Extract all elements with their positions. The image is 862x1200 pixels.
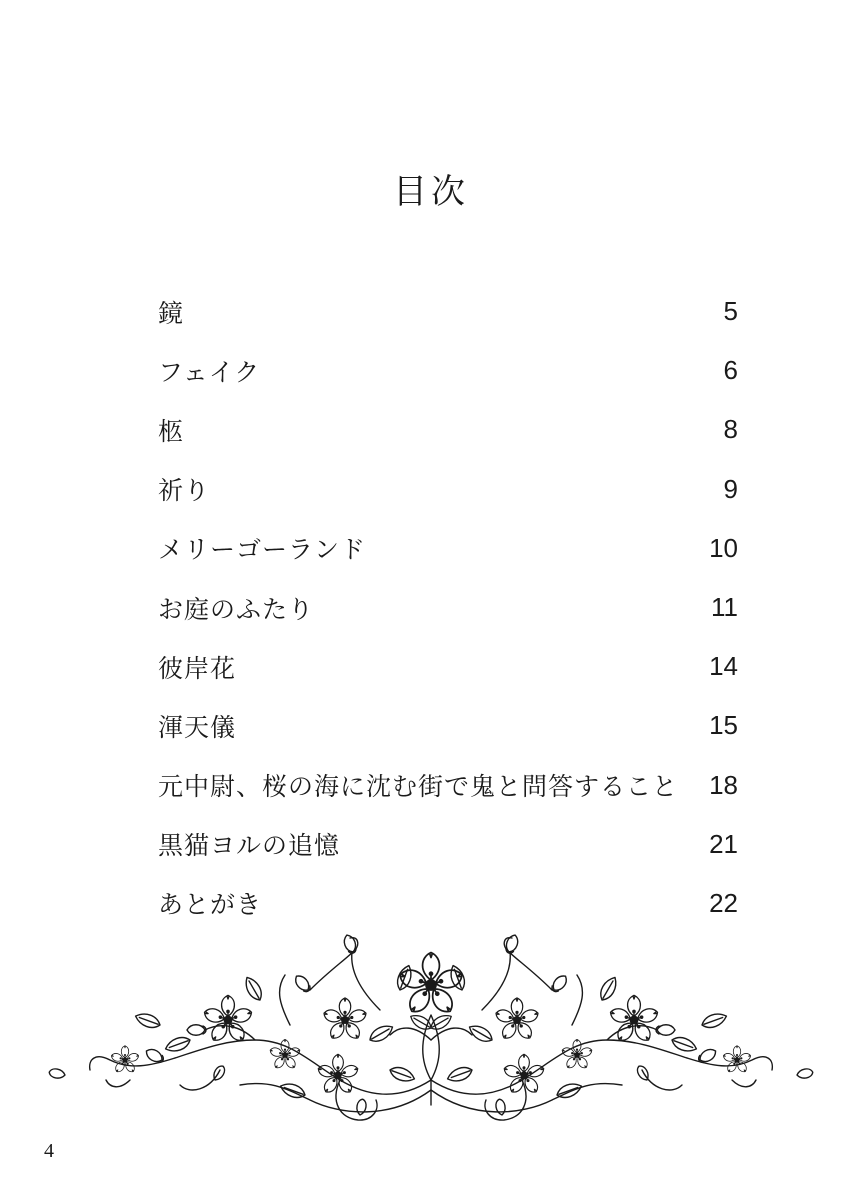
toc-entry-title: 元中尉、桜の海に沈む街で鬼と問答すること (158, 772, 679, 802)
page-number: 4 (44, 1140, 54, 1162)
toc-entry[interactable] (158, 400, 738, 459)
toc-entry-page: 15 (709, 710, 738, 741)
toc-entry-page: 11 (711, 592, 738, 623)
toc-entry-page: 10 (709, 532, 738, 563)
toc-entry-title: 渾天儀 (158, 712, 237, 742)
toc-entry-title: お庭のふたり (158, 594, 315, 624)
toc-entry-page: 14 (709, 651, 738, 682)
toc-entry[interactable] (158, 696, 738, 755)
toc-entry[interactable] (158, 637, 738, 696)
toc-entry-title: メリーゴーランド (158, 535, 367, 565)
toc-entry-title: 彼岸花 (158, 653, 237, 683)
toc-entry[interactable] (158, 519, 738, 578)
page-title: 目次 (393, 172, 469, 212)
toc-entry[interactable] (158, 815, 738, 874)
cherry-blossom-ornament-icon (40, 930, 822, 1130)
toc-entry-title: 柩 (158, 416, 185, 446)
toc-entry-page: 21 (709, 828, 738, 859)
toc-entry[interactable] (158, 578, 738, 637)
toc-entry-page: 8 (723, 414, 738, 445)
table-of-contents (158, 282, 738, 933)
toc-entry-page: 6 (723, 355, 738, 386)
toc-entry-title: 祈り (158, 476, 211, 506)
toc-entry[interactable] (158, 756, 738, 815)
toc-entry-title: あとがき (158, 890, 263, 920)
toc-entry-title: 鏡 (158, 298, 185, 328)
toc-entry-page: 9 (723, 473, 738, 504)
toc-entry-page: 22 (709, 887, 738, 918)
toc-entry-title: フェイク (158, 357, 261, 387)
toc-entry-page: 5 (723, 296, 738, 327)
toc-entry[interactable] (158, 341, 738, 400)
toc-entry-page: 18 (709, 769, 738, 800)
toc-entry[interactable] (158, 460, 738, 519)
toc-entry-title: 黒猫ヨルの追憶 (158, 831, 341, 861)
toc-entry[interactable] (158, 874, 738, 933)
toc-entry[interactable] (158, 282, 738, 341)
